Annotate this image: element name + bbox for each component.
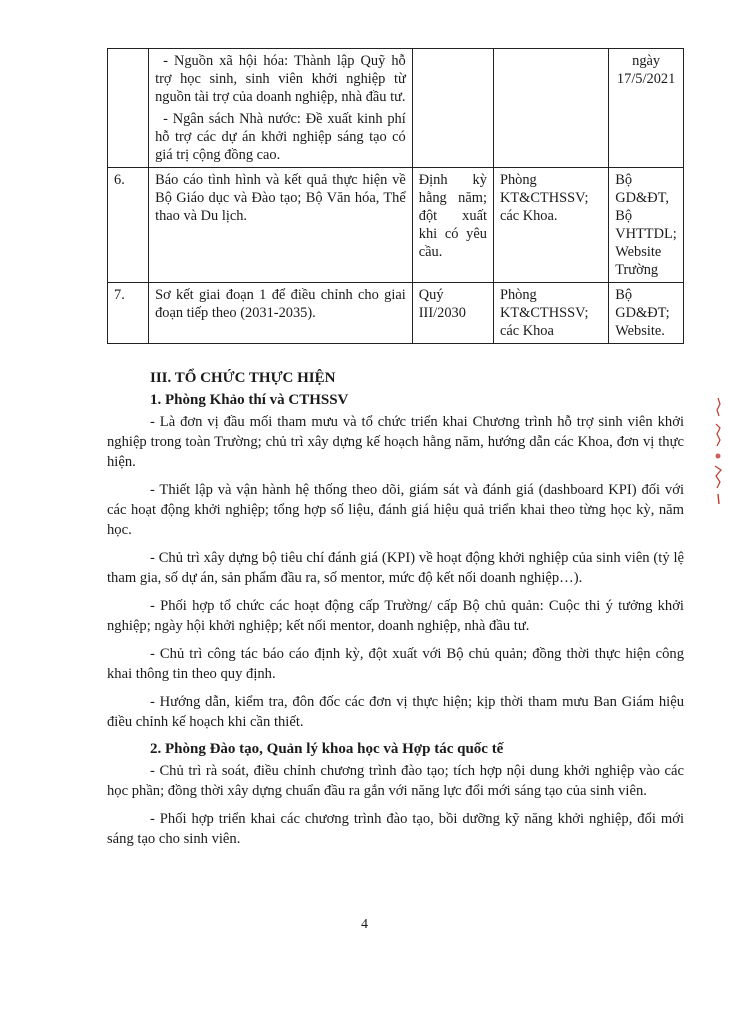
section-content — [107, 368, 684, 857]
unit-cell — [493, 49, 608, 168]
plan-table — [107, 48, 684, 344]
subsection-heading: 1. Phòng Khảo thí và CTHSSV — [150, 392, 349, 408]
table-row — [108, 168, 684, 283]
subsection-heading: 2. Phòng Đào tạo, Quản lý khoa học và Hợp tác quốc tế — [150, 741, 504, 757]
table-row — [108, 283, 684, 344]
task-cell: Sơ kết giai đoạn 1 để điều chỉnh cho giai đoạn tiếp theo (2031-2035). — [149, 283, 413, 344]
paragraph: - Hướng dẫn, kiểm tra, đôn đốc các đơn vị thực hiện; kịp thời tham mưu Ban Giám hiệu điều chỉnh kế hoạch khi cần thiết. — [107, 694, 684, 730]
paragraph: - Chủ trì xây dựng bộ tiêu chí đánh giá (KPI) về hoạt động khởi nghiệp của sinh viên (tỷ lệ tham gia, số dự án, sản phẩm đầu ra, số mentor, mức độ kết nối doanh nghiệp…). — [107, 550, 684, 586]
task-text: - Nguồn xã hội hóa: Thành lập Quỹ hỗ trợ học sinh, sinh viên khởi nghiệp từ nguồn tài trợ của doanh nghiệp, nhà đầu tư. — [155, 53, 406, 105]
table-row — [108, 49, 684, 168]
report-cell: ngày 17/5/2021 — [609, 49, 684, 168]
row-number: 6. — [108, 168, 149, 283]
unit-cell: Phòng KT&CTHSSV; các Khoa. — [493, 168, 608, 283]
paragraph: - Phối hợp tổ chức các hoạt động cấp Trường/ cấp Bộ chủ quản: Cuộc thi ý tưởng khởi nghiệp; ngày hội khởi nghiệp; kết nối mentor, doanh nghiệp, nhà đầu tư. — [107, 598, 684, 634]
paragraph: - Thiết lập và vận hành hệ thống theo dõi, giám sát và đánh giá (dashboard KPI) đối với các hoạt động khởi nghiệp; tổng hợp số liệu, đánh giá hiệu quả triển khai theo từng học kỳ, năm học. — [107, 482, 684, 538]
row-number — [108, 49, 149, 168]
task-cell — [149, 49, 413, 168]
paragraph: - Chủ trì rà soát, điều chỉnh chương trình đào tạo; tích hợp nội dung khởi nghiệp vào các học phần; đồng thời xây dựng chuẩn đầu ra gắn với năng lực đổi mới sáng tạo của sinh viên. — [107, 763, 684, 799]
paragraph: - Phối hợp triển khai các chương trình đào tạo, bồi dưỡng kỹ năng khởi nghiệp, đổi mới sáng tạo cho sinh viên. — [107, 811, 684, 847]
time-cell: Định kỳ hằng năm; đột xuất khi có yêu cầu. — [412, 168, 493, 283]
time-cell: Quý III/2030 — [412, 283, 493, 344]
unit-cell: Phòng KT&CTHSSV; các Khoa — [493, 283, 608, 344]
margin-stamp-mark — [711, 396, 725, 506]
time-cell — [412, 49, 493, 168]
task-text: - Ngân sách Nhà nước: Đề xuất kinh phí hỗ trợ các dự án khởi nghiệp sáng tạo có giá trị cộng đồng cao. — [155, 111, 406, 163]
paragraph: - Chủ trì công tác báo cáo định kỳ, đột xuất với Bộ chủ quản; đồng thời thực hiện công khai thông tin theo quy định. — [107, 646, 684, 682]
page-number: 4 — [361, 917, 368, 932]
task-cell: Báo cáo tình hình và kết quả thực hiện về Bộ Giáo dục và Đào tạo; Bộ Văn hóa, Thể thao và Du lịch. — [149, 168, 413, 283]
paragraph: - Là đơn vị đầu mối tham mưu và tổ chức triển khai Chương trình hỗ trợ sinh viên khởi nghiệp trong toàn Trường; chủ trì xây dựng kế hoạch hằng năm, hướng dẫn các Khoa, đơn vị thực hiện. — [107, 414, 684, 470]
report-cell: Bộ GD&ĐT; Website. — [609, 283, 684, 344]
row-number: 7. — [108, 283, 149, 344]
section-heading: III. TỔ CHỨC THỰC HIỆN — [150, 370, 336, 386]
report-cell: Bộ GD&ĐT, Bộ VHTTDL; Website Trường — [609, 168, 684, 283]
